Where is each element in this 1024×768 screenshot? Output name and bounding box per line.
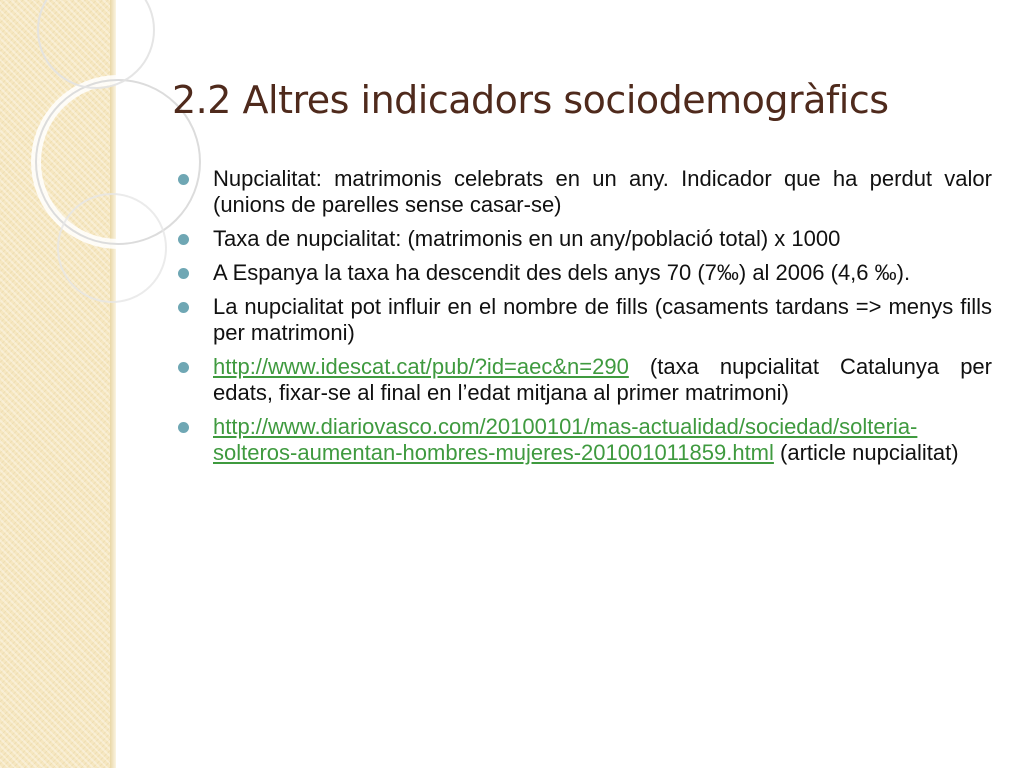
bullet-dot-icon [178, 174, 189, 185]
bullet-text: La nupcialitat pot influir en el nombre de fills (casaments tardans => menys fills per matrimoni) [213, 294, 992, 345]
bullet-item-fills [178, 294, 992, 346]
bullet-item-idescat [178, 354, 992, 406]
bullet-dot-icon [178, 234, 189, 245]
slide-title: 2.2 Altres indicadors sociodemogràfics [172, 78, 889, 122]
bullet-item-espanya [178, 260, 992, 286]
bullet-text: (article nupcialitat) [780, 440, 959, 465]
bullet-text: A Espanya la taxa ha descendit des dels anys 70 (7‰) al 2006 (4,6 ‰). [213, 260, 911, 285]
bullet-text: Nupcialitat: matrimonis celebrats en un any. Indicador que ha perdut valor (unions de parelles sense casar-se) [213, 166, 992, 217]
diariovasco-link[interactable]: http://www.diariovasco.com/20100101/mas-actualidad/sociedad/solteria-solteros-aumentan-hombres-mujeres-201001011859.html [213, 414, 918, 465]
bullet-item-nupcialitat [178, 166, 992, 218]
bullet-text: (taxa nupcialitat Catalunya per edats, fixar-se al final en l’edat mitjana al primer matrimoni) [213, 354, 992, 405]
bullet-list [178, 166, 992, 474]
bullet-dot-icon [178, 362, 189, 373]
bullet-text: Taxa de nupcialitat: (matrimonis en un any/població total) x 1000 [213, 226, 841, 251]
bullet-dot-icon [178, 422, 189, 433]
bullet-dot-icon [178, 302, 189, 313]
bullet-dot-icon [178, 268, 189, 279]
bullet-item-taxa-nupcialitat [178, 226, 992, 252]
bullet-item-diariovasco [178, 414, 992, 466]
idescat-link[interactable]: http://www.idescat.cat/pub/?id=aec&n=290 [213, 354, 629, 379]
